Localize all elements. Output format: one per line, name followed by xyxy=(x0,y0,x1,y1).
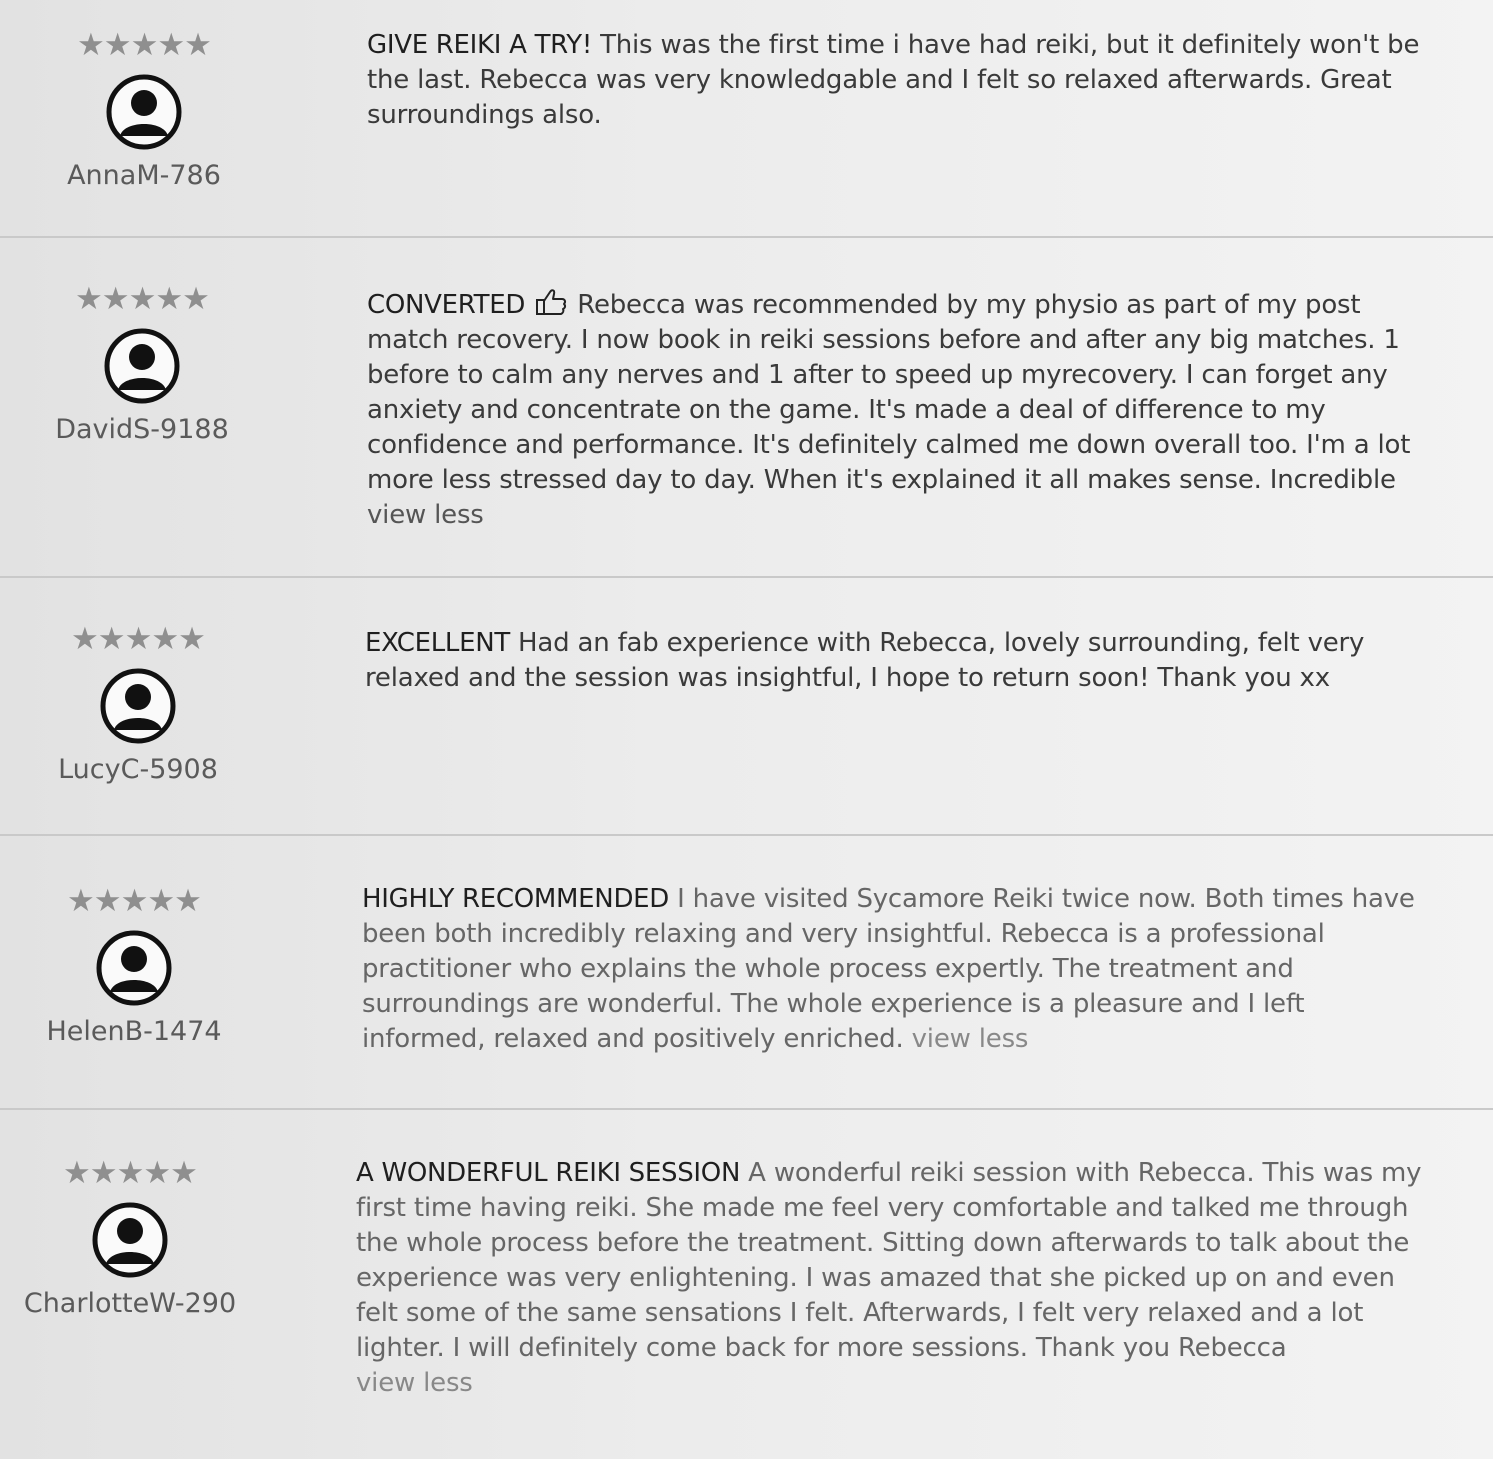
user-avatar-icon xyxy=(104,328,180,404)
star-rating: ★★★★★ xyxy=(63,1155,197,1191)
review-text: Rebecca was recommended by my physio as part of my post match recovery. I now book in reiki sessions before and after any big matches. 1 before to calm any nerves and 1 after to speed up myrecovery. I can forget any anxiety and concentrate on the game. It's made a deal of difference to my confidence and performance. It's definitely calmed me down overall too. I'm a lot more less stressed day to day. When it's explained it all makes sense. Incredible xyxy=(367,290,1411,495)
review-body xyxy=(367,28,1427,133)
review-body xyxy=(362,882,1422,1057)
reviewer-info xyxy=(14,28,274,191)
reviewer-info xyxy=(8,622,268,785)
star-rating: ★★★★★ xyxy=(67,883,201,919)
review-card xyxy=(0,238,1493,578)
star-rating: ★★★★★ xyxy=(77,27,211,63)
review-card xyxy=(0,1110,1493,1459)
user-avatar-icon xyxy=(92,1202,168,1278)
view-less-link[interactable]: view less xyxy=(367,500,484,530)
review-text: Had an fab experience with Rebecca, lovely surrounding, felt very relaxed and the session was insightful, I hope to return soon! Thank you xx xyxy=(365,628,1365,693)
reviewer-info xyxy=(0,1156,260,1319)
user-avatar-icon xyxy=(96,930,172,1006)
reviewer-username[interactable]: DavidS-9188 xyxy=(55,414,229,445)
reviewer-username[interactable]: HelenB-1474 xyxy=(46,1016,222,1047)
review-body xyxy=(356,1156,1436,1401)
user-avatar-icon xyxy=(100,668,176,744)
review-title: GIVE REIKI A TRY! xyxy=(367,30,592,60)
review-title: CONVERTED xyxy=(367,290,526,320)
review-body xyxy=(365,626,1365,696)
view-less-link[interactable]: view less xyxy=(911,1024,1029,1054)
review-body xyxy=(367,288,1412,533)
star-rating: ★★★★★ xyxy=(71,621,205,657)
review-title: EXCELLENT xyxy=(365,628,510,658)
review-text: A wonderful reiki session with Rebecca. This was my first time having reiki. She made me feel very comfortable and talked me through the whole process before the treatment. Sitting down afterwards to talk about the experience was very enlightening. I was amazed that she picked up on and even felt some of the same sensations I felt. Afterwards, I felt very relaxed and a lot lighter. I will definitely come back for more sessions. Thank you Rebecca xyxy=(356,1158,1422,1363)
reviewer-username[interactable]: LucyC-5908 xyxy=(58,754,218,785)
reviewer-username[interactable]: CharlotteW-290 xyxy=(23,1288,237,1319)
reviewer-info xyxy=(4,884,264,1047)
review-text: This was the first time i have had reiki, but it definitely won't be the last. Rebecca was very knowledgable and I felt so relaxed afterwards. Great surroundings also. xyxy=(367,30,1420,130)
review-title: A WONDERFUL REIKI SESSION xyxy=(356,1158,741,1188)
user-avatar-icon xyxy=(106,74,182,150)
reviewer-info xyxy=(12,282,272,445)
review-title: HIGHLY RECOMMENDED xyxy=(362,884,670,914)
review-card xyxy=(0,836,1493,1110)
review-text: I have visited Sycamore Reiki twice now. Both times have been both incredibly relaxing and very insightful. Rebecca is a professional practitioner who explains the whole process expertly. The treatment and surroundings are wonderful. The whole experience is a pleasure and I left informed, relaxed and positively enriched. xyxy=(362,884,1415,1054)
star-rating: ★★★★★ xyxy=(75,281,209,317)
review-card xyxy=(0,0,1493,238)
view-less-link[interactable]: view less xyxy=(356,1368,473,1398)
thumbs-up-icon xyxy=(535,288,567,316)
review-card xyxy=(0,578,1493,836)
reviewer-username[interactable]: AnnaM-786 xyxy=(67,160,221,191)
